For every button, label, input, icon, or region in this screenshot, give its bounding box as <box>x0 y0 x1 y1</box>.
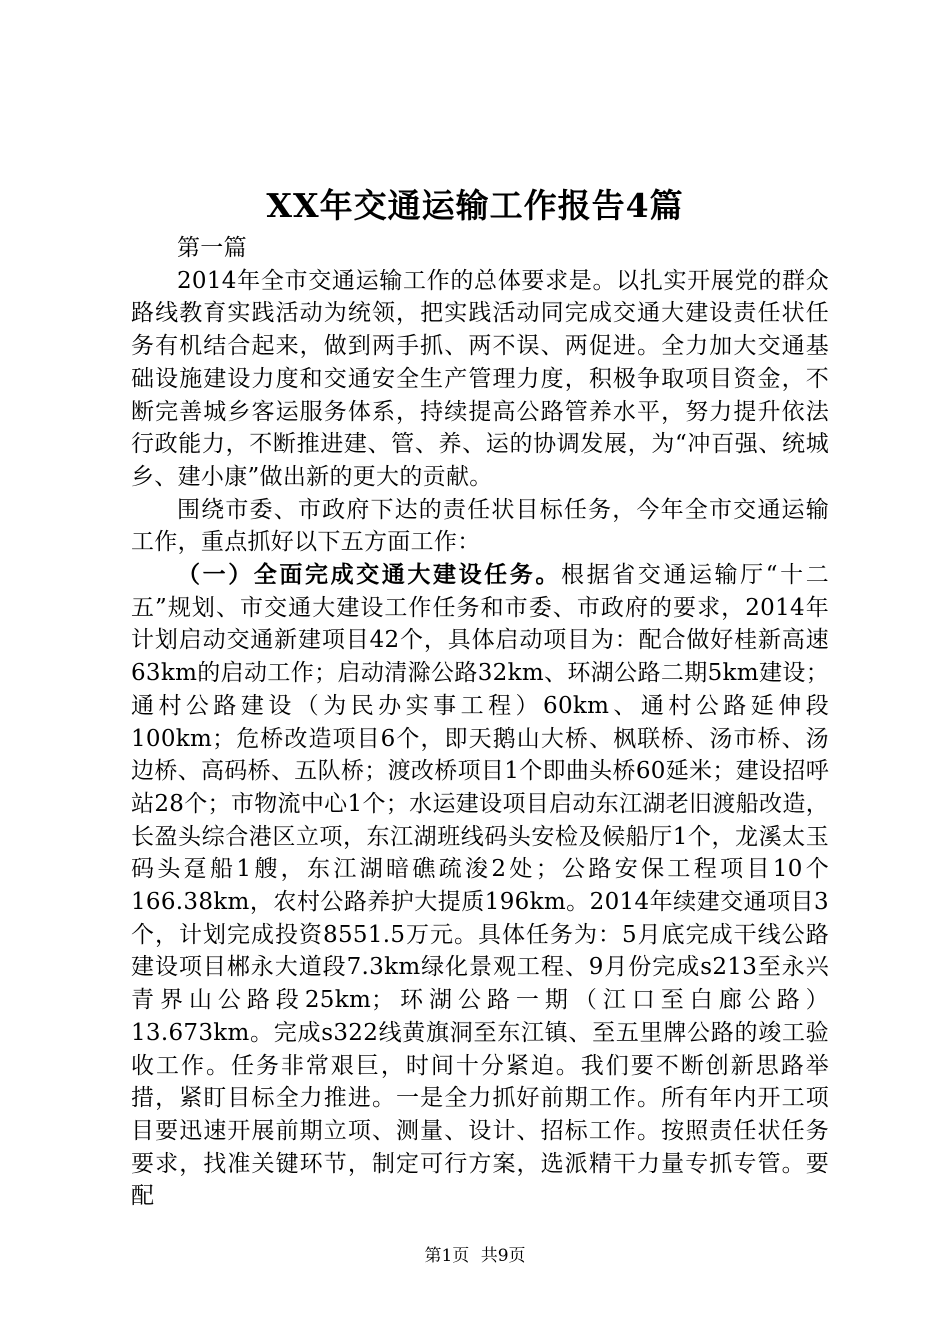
document-body <box>131 232 829 1213</box>
document-title: XX年交通运输工作报告4篇 <box>266 186 684 225</box>
point-one-lead: （一）全面完成交通大建设任务。 <box>177 562 561 589</box>
page-number: 第1页 <box>424 1246 470 1266</box>
page-footer <box>0 1244 950 1268</box>
page-total: 共9页 <box>480 1246 526 1266</box>
paragraph-point-one <box>131 559 829 1213</box>
paragraph: 2014年全市交通运输工作的总体要求是。以扎实开展党的群众路线教育实践活动为统领，把实践活动同完成交通大建设责任状任务有机结合起来，做到两手抓、两不误、两促进。全力加大交通基础设施建设力度和交通安全生产管理力度，积极争取项目资金，不断完善城乡客运服务体系，持续提高公路管养水平，努力提升依法行政能力，不断推进建、管、养、运的协调发展，为“冲百强、统城乡、建小康”做出新的更大的贡献。 <box>131 267 829 490</box>
section-heading: 第一篇 <box>177 235 247 261</box>
paragraph: 围绕市委、市政府下达的责任状目标任务，今年全市交通运输工作，重点抓好以下五方面工作： <box>131 496 829 556</box>
point-one-text: 根据省交通运输厅“十二五”规划、市交通大建设工作任务和市委、市政府的要求，2014年计划启动交通新建项目42个，具体启动项目为：配合做好桂新高速63km的启动工作；启动清滁公路32km、环湖公路二期5km建设；通村公路建设（为民办实事工程）60km、通村公路延伸段100km；危桥改造项目6个，即天鹅山大桥、枫联桥、汤市桥、汤边桥、高码桥、五队桥；渡改桥项目1个即曲头桥60延米；建设招呼站28个；市物流中心1个；水运建设项目启动东江湖老旧渡船改造，长盈头综合港区立项，东江湖班线码头安检及候船厅1个，龙溪太玉码头趸船1艘，东江湖暗礁疏浚2处；公路安保工程项目10个166.38km，农村公路养护大提质196km。2014年续建交通项目3个，计划完成投资8551.5万元。具体任务为：5月底完成干线公路建设项目郴永大道段7.3km绿化景观工程、9月份完成s213至永兴青界山公路段25km；环湖公路一期（江口至白廊公路）13.673km。完成s322线黄旗洞至东江镇、至五里牌公路的竣工验收工作。任务非常艰巨，时间十分紧迫。我们要不断创新思路举措，紧盯目标全力推进。一是全力抓好前期工作。所有年内开工项目要迅速开展前期立项、测量、设计、招标工作。按照责任状任务要求，找准关键环节，制定可行方案，选派精干力量专抓专管。要配 <box>131 562 830 1210</box>
